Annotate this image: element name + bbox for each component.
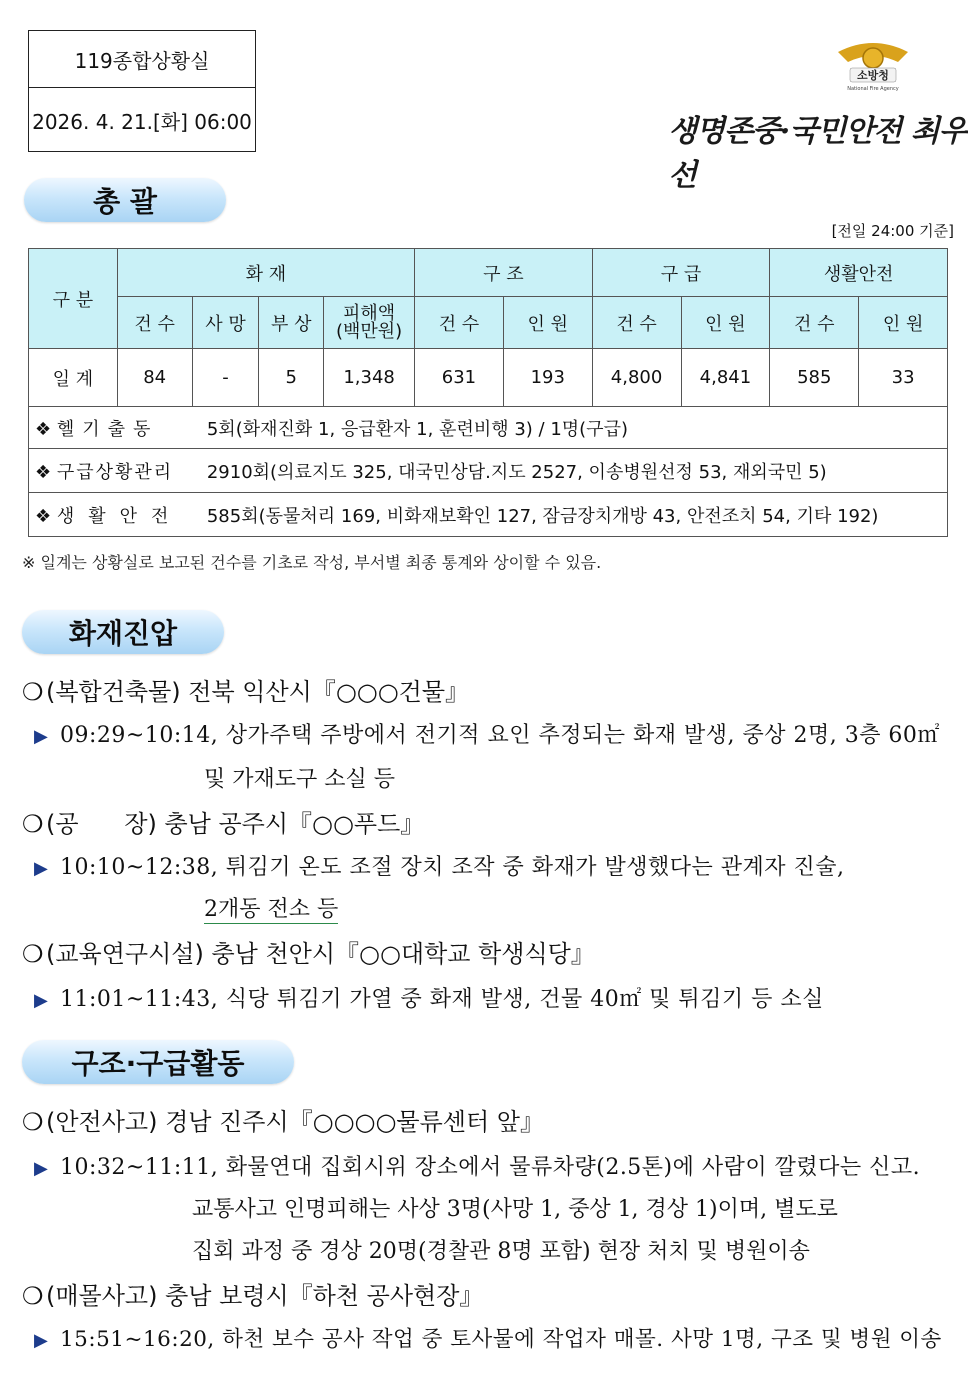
diamond-bullet-icon: ❖	[35, 461, 57, 483]
circle-bullet-icon: ❍	[22, 678, 44, 706]
circle-bullet-icon: ❍	[22, 940, 44, 968]
section-summary-title: 총 괄	[24, 178, 226, 222]
report-header-box	[28, 30, 256, 152]
note-ems-mgmt	[29, 449, 948, 493]
subhead: 인 원	[681, 297, 770, 349]
triangle-bullet-icon: ▶	[34, 990, 49, 1011]
rescue-item-line: 집회 과정 중 경상 20명(경찰관 8명 포함) 현장 처치 및 병원이송	[192, 1239, 810, 1264]
subhead: 인 원	[503, 297, 592, 349]
triangle-bullet-icon: ▶	[34, 1158, 49, 1179]
circle-bullet-icon: ❍	[22, 810, 44, 838]
note-life-safety	[29, 493, 948, 537]
value-cell: 585	[770, 349, 859, 407]
rescue-item-line: ▶ 10:32~11:11, 화물연대 집회시위 장소에서 물류차량(2.5톤)에 사람이 깔렸다는 신고.	[34, 1155, 921, 1180]
fire-item-line: 및 가재도구 소실 등	[204, 767, 395, 792]
value-cell: 1,348	[324, 349, 415, 407]
value-cell: 33	[859, 349, 948, 407]
group-life-safety: 생활안전	[770, 249, 948, 297]
summary-footnote: ※ 일계는 상황실로 보고된 건수를 기초로 작성, 부서별 최종 통계와 상이할 수 있음.	[22, 553, 602, 572]
fire-item-head: ❍ (복합건축물) 전북 익산시『○○○건물』	[22, 678, 470, 706]
logo-text: 소방청	[857, 69, 889, 82]
subhead: 건 수	[592, 297, 681, 349]
row-label: 일 계	[29, 349, 118, 407]
diamond-bullet-icon: ❖	[35, 505, 57, 527]
fire-item-head: ❍ (교육연구시설) 충남 천안시『○○대학교 학생식당』	[22, 940, 595, 968]
subhead: 건 수	[770, 297, 859, 349]
value-cell: 5	[259, 349, 324, 407]
subhead: 건 수	[415, 297, 504, 349]
note-text: 2910회(의료지도 325, 대국민상담.지도 2527, 이송병원선정 53, 재외국민 5)	[206, 461, 827, 483]
report-datetime: 2026. 4. 21.[화] 06:00	[32, 109, 252, 134]
category-header: 구 분	[29, 249, 118, 349]
office-name: 119종합상황실	[29, 31, 255, 88]
fire-item-line: 2개동 전소 등	[204, 892, 338, 924]
value-cell: 4,800	[592, 349, 681, 407]
group-ems: 구 급	[592, 249, 770, 297]
value-cell: -	[192, 349, 259, 407]
value-cell: 631	[415, 349, 504, 407]
section-fire-title: 화재진압	[22, 610, 224, 654]
group-rescue: 구 조	[415, 249, 593, 297]
circle-bullet-icon: ❍	[22, 1282, 44, 1310]
rescue-item-line: 교통사고 인명피해는 사상 3명(사망 1, 중상 1, 경상 1)이며, 별도로	[192, 1197, 838, 1222]
summary-basis-note: [전일 24:00 기준]	[831, 222, 954, 240]
triangle-bullet-icon: ▶	[34, 858, 49, 879]
value-cell: 84	[117, 349, 192, 407]
note-label: 헬기출동	[56, 418, 159, 440]
subhead: 사 망	[192, 297, 259, 349]
value-cell: 4,841	[681, 349, 770, 407]
note-text: 585회(동물처리 169, 비화재보확인 127, 잠금장치개방 43, 안전조치 54, 기타 192)	[206, 505, 879, 527]
subhead: 인 원	[859, 297, 948, 349]
logo-subtext: National Fire Agency	[847, 86, 899, 92]
triangle-bullet-icon: ▶	[34, 1330, 49, 1351]
note-heli	[29, 407, 948, 449]
note-label: 생활안전	[56, 505, 183, 527]
slogan: 생명존중·국민안전 최우선	[668, 114, 967, 193]
fire-item-line: ▶ 11:01~11:43, 식당 튀김기 가열 중 화재 발생, 건물 40㎡ 및 튀김기 등 소실	[34, 987, 824, 1012]
rescue-item-head: ❍ (안전사고) 경남 진주시『○○○○물류센터 앞』	[22, 1108, 544, 1136]
group-fire: 화 재	[117, 249, 414, 297]
value-cell: 193	[503, 349, 592, 407]
subhead: 부 상	[259, 297, 324, 349]
subhead: 피해액 (백만원)	[324, 297, 415, 349]
diamond-bullet-icon: ❖	[35, 418, 57, 440]
rescue-item-line: ▶ 15:51~16:20, 하천 보수 공사 작업 중 토사물에 작업자 매몰. 사망 1명, 구조 및 병원 이송	[34, 1327, 942, 1352]
circle-bullet-icon: ❍	[22, 1108, 44, 1136]
fire-item-line: ▶ 10:10~12:38, 튀김기 온도 조절 장치 조작 중 화재가 발생했다는 관계자 진술,	[34, 855, 845, 880]
triangle-bullet-icon: ▶	[34, 726, 49, 747]
note-text: 5회(화재진화 1, 응급환자 1, 훈련비행 3) / 1명(구급)	[206, 418, 628, 440]
rescue-item-head: ❍ (매몰사고) 충남 보령시『하천 공사현장』	[22, 1282, 484, 1310]
fire-item-line: ▶ 09:29~10:14, 상가주택 주방에서 전기적 요인 추정되는 화재 발생, 중상 2명, 3층 60㎡	[34, 723, 940, 748]
subhead: 건 수	[117, 297, 192, 349]
fire-item-head: ❍ (공 장) 충남 공주시『○○푸드』	[22, 810, 425, 838]
section-rescue-title: 구조·구급활동	[22, 1040, 294, 1084]
summary-table	[28, 248, 948, 537]
note-label: 구급상황관리	[56, 461, 174, 483]
agency-logo	[828, 38, 918, 94]
